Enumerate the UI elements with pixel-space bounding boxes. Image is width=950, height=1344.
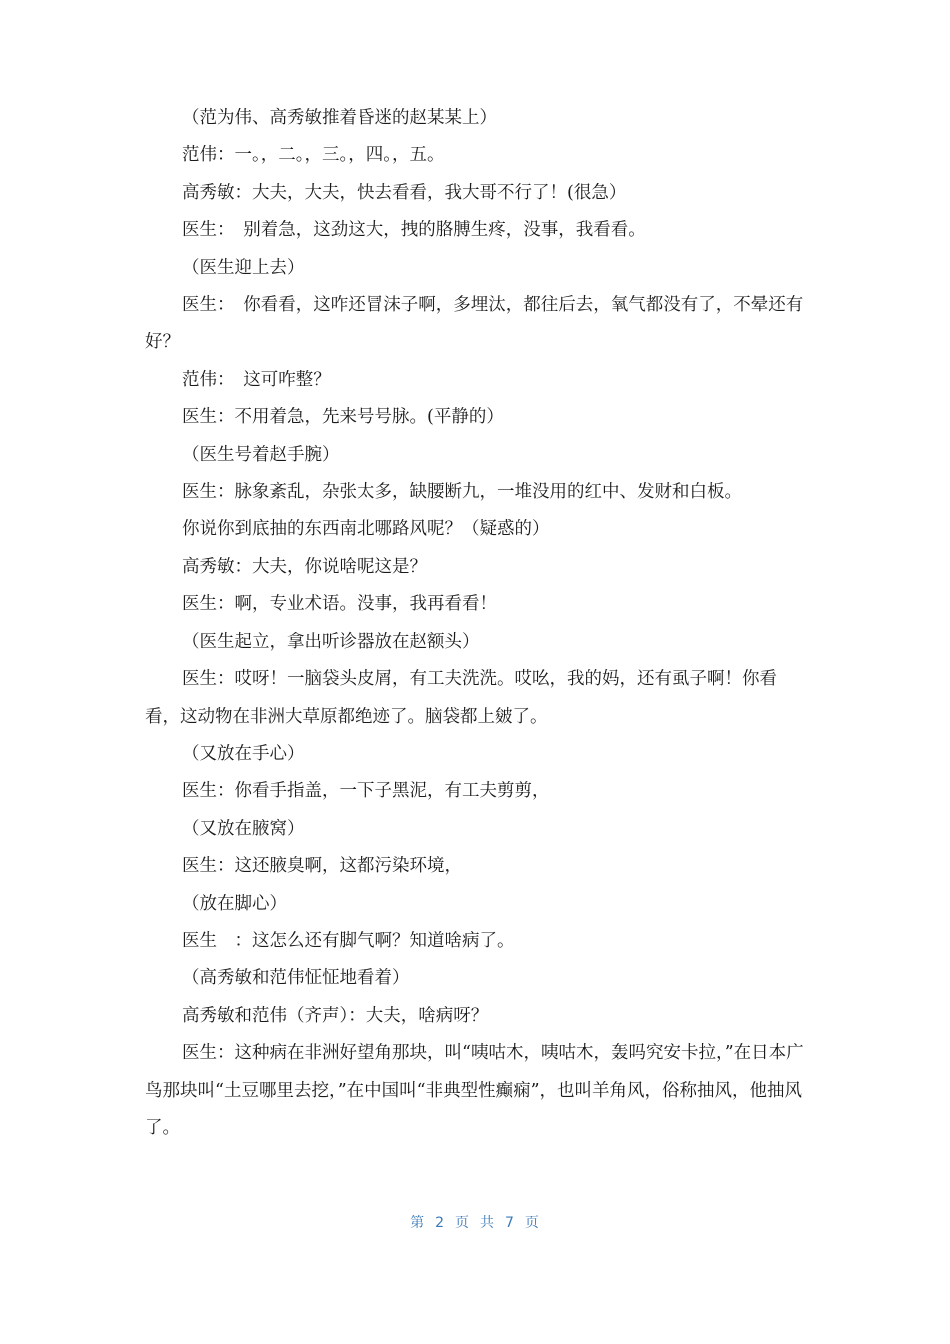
paragraph: 高秀敏和范伟（齐声）：大夫，啥病呀？ (182, 1005, 489, 1026)
paragraph: （范为伟、高秀敏推着昏迷的赵某某上） (182, 108, 497, 128)
paragraph: 医生：哎呀！一脑袋头皮屑，有工夫洗洗。哎吆，我的妈，还有虱子啊！你看看，这动物在非洲大草原都绝迹了。脑袋都上皴了。 (145, 669, 777, 727)
paragraph: 医生： 你看看，这咋还冒沫子啊，多埋汰，都往后去，氧气都没有了，不晕还有好？ (145, 295, 804, 353)
paragraph: （放在脚心） (182, 893, 287, 914)
paragraph: 医生：这还腋臭啊，这都污染环境， (182, 856, 462, 877)
paragraph: 医生：你看手指盖，一下子黑泥，有工夫剪剪， (182, 781, 550, 802)
paragraph: （医生号着赵手腕） (182, 444, 340, 465)
paragraph: （又放在手心） (182, 743, 305, 764)
paragraph: 医生： 别着急，这劲这大，拽的胳膊生疼，没事，我看看。 (182, 220, 646, 241)
paragraph: 医生：这种病在非洲好望角那块，叫“咦咕木，咦咕木，轰吗究安卡拉，”在日本广鸟那块叫“土豆哪里去挖，”在中国叫“非典型性癫痫”，也叫羊角风，俗称抽风，他抽风了。 (145, 1043, 804, 1138)
paragraph: （医生起立，拿出听诊器放在赵额头） (182, 631, 480, 652)
paragraph: （高秀敏和范伟怔怔地看着） (182, 968, 410, 989)
page-footer (0, 1212, 950, 1232)
paragraph: 范伟： 这可咋整？ (182, 369, 331, 390)
paragraph: （又放在腋窝） (182, 818, 305, 839)
paragraph: 高秀敏：大夫，你说啥呢这是？ (182, 556, 427, 577)
current-page-number: 2 (435, 1215, 445, 1231)
paragraph: 医生：不用着急，先来号号脉。(平静的） (182, 407, 504, 428)
paragraph: 医生：脉象紊乱，杂张太多，缺腰断九，一堆没用的红中、发财和白板。 (182, 482, 742, 503)
total-page-number: 7 (505, 1215, 515, 1231)
paragraph: 高秀敏：大夫，大夫，快去看看，我大哥不行了！(很急） (182, 182, 627, 203)
paragraph: 医生：啊，专业术语。没事，我再看看！ (182, 594, 497, 615)
footer-ye: 页 (524, 1215, 540, 1231)
paragraph: 你说你到底抽的东西南北哪路风呢？（疑惑的） (182, 519, 550, 540)
paragraph: 医生 ：这怎么还有脚气啊？知道啥病了。 (182, 930, 515, 951)
document-body (145, 100, 810, 1147)
paragraph: 范伟：一。，二。，三。，四。，五。 (182, 145, 445, 166)
footer-di: 第 (410, 1215, 426, 1231)
footer-ye: 页 (455, 1215, 470, 1231)
footer-gong: 共 (480, 1215, 495, 1231)
paragraph: （医生迎上去） (182, 257, 305, 278)
